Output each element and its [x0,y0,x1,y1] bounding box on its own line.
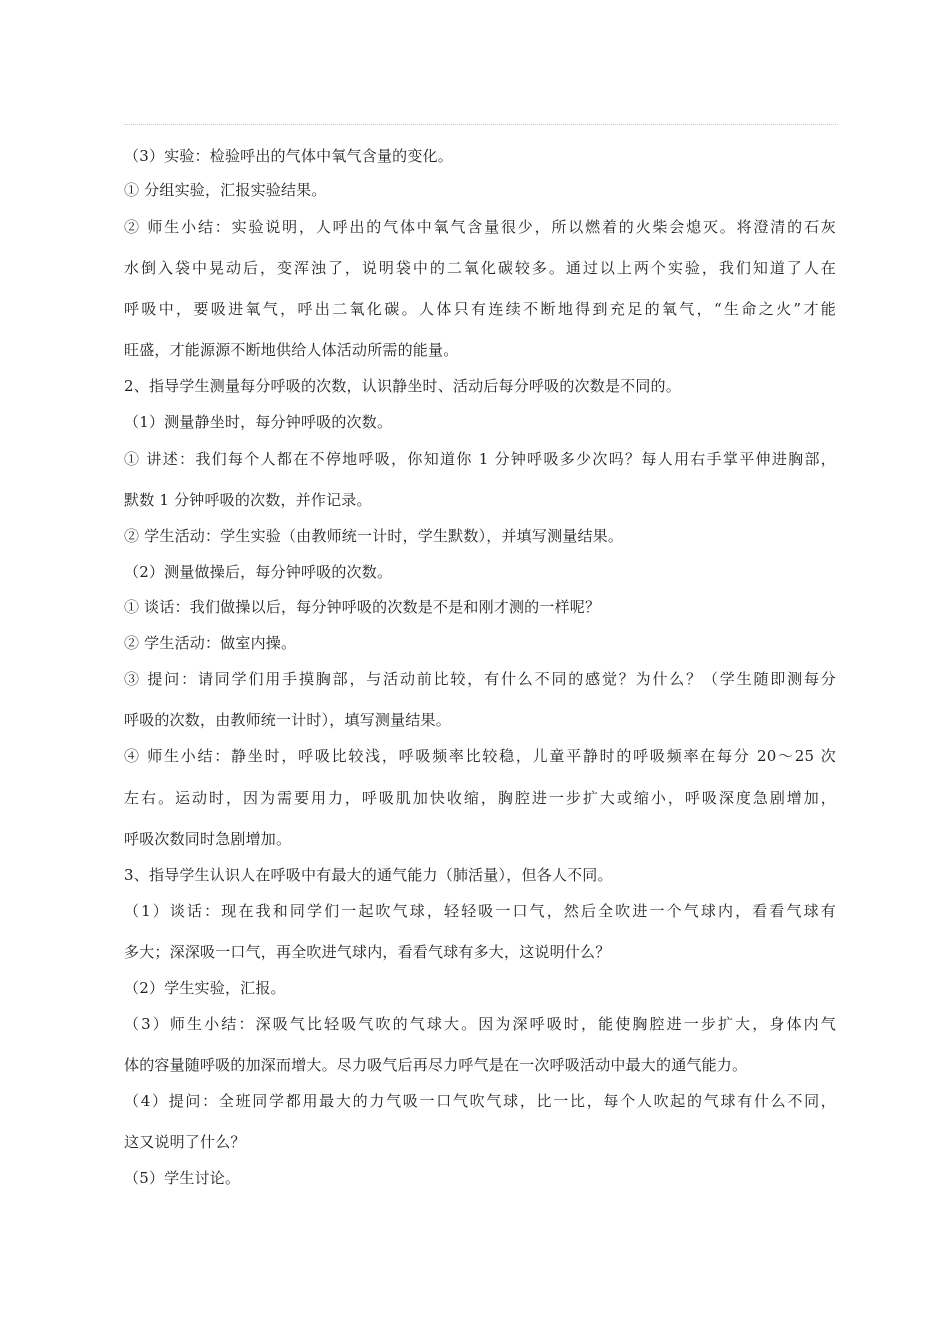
text-line: 呼吸中，要吸进氧气，呼出二氧化碳。人体只有连续不断地得到充足的氧气，“生命之火”才能 [124,300,836,318]
text-line: 呼吸次数同时急剧增加。 [124,830,292,848]
text-line: 3、指导学生认识人在呼吸中有最大的通气能力（肺活量），但各人不同。 [124,866,613,884]
text-line: ③ 提问：请同学们用手摸胸部，与活动前比较，有什么不同的感觉？为什么？（学生随即测每分 [124,670,836,688]
text-line: ② 学生活动：学生实验（由教师统一计时，学生默数），并填写测量结果。 [124,527,624,545]
text-line: （3）实验：检验呼出的气体中氧气含量的变化。 [124,147,453,165]
text-line: 呼吸的次数，由教师统一计时），填写测量结果。 [124,711,451,729]
text-line: ② 师生小结：实验说明，人呼出的气体中氧气含量很少，所以燃着的火柴会熄灭。将澄清的石灰 [124,218,836,236]
text-line: 左右。运动时，因为需要用力，呼吸肌加快收缩，胸腔进一步扩大或缩小，呼吸深度急剧增加， [124,789,836,807]
text-line: ② 学生活动：做室内操。 [124,634,297,652]
text-line: （2）测量做操后，每分钟呼吸的次数。 [124,563,393,581]
text-line: ① 讲述：我们每个人都在不停地呼吸，你知道你 1 分钟呼吸多少次吗？每人用右手掌平伸进胸部， [124,450,836,468]
text-line: 旺盛，才能源源不断地供给人体活动所需的能量。 [124,341,459,359]
text-line: 这又说明了什么？ [124,1133,246,1151]
text-line: ④ 师生小结：静坐时，呼吸比较浅，呼吸频率比较稳，儿童平静时的呼吸频率在每分 20～25 次 [124,747,836,765]
text-line: 多大；深深吸一口气，再全吹进气球内，看看气球有多大，这说明什么？ [124,943,611,961]
text-line: 体的容量随呼吸的加深而增大。尽力吸气后再尽力呼气是在一次呼吸活动中最大的通气能力。 [124,1056,748,1074]
text-line: ① 谈话：我们做操以后，每分钟呼吸的次数是不是和刚才测的一样呢？ [124,598,601,616]
text-line: （4）提问：全班同学都用最大的力气吸一口气吹气球，比一比，每个人吹起的气球有什么不同， [124,1092,836,1110]
text-line: 2、指导学生测量每分呼吸的次数，认识静坐时、活动后每分呼吸的次数是不同的。 [124,377,681,395]
text-line: （1）谈话：现在我和同学们一起吹气球，轻轻吸一口气，然后全吹进一个气球内，看看气球有 [124,902,836,920]
text-line: 水倒入袋中晃动后，变浑浊了，说明袋中的二氧化碳较多。通过以上两个实验，我们知道了人在 [124,259,836,277]
text-line: （2）学生实验，汇报。 [124,979,286,997]
text-line: 默数 1 分钟呼吸的次数，并作记录。 [124,491,372,509]
text-line: ① 分组实验，汇报实验结果。 [124,181,327,199]
header-divider [124,124,838,125]
text-line: （5）学生讨论。 [124,1169,241,1187]
text-line: （1）测量静坐时，每分钟呼吸的次数。 [124,413,393,431]
text-line: （3）师生小结：深吸气比轻吸气吹的气球大。因为深呼吸时，能使胸腔进一步扩大，身体内气 [124,1015,836,1033]
